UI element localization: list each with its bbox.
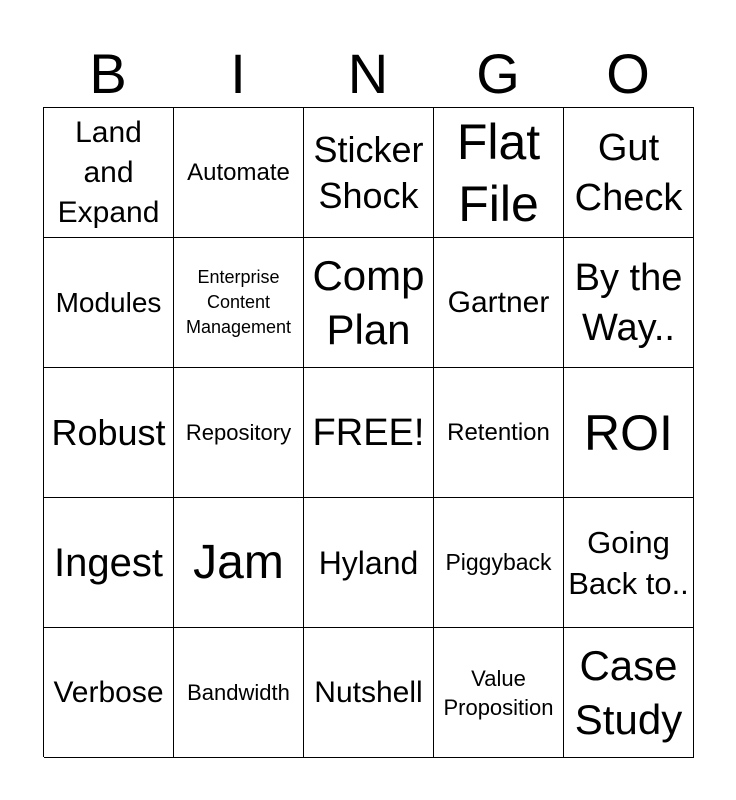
header-letter-b: B [89,42,127,105]
bingo-cell-r3c4[interactable]: Retention [434,368,564,498]
header-letter-g: G [476,42,520,105]
bingo-cell-r3c5[interactable]: ROI [564,368,694,498]
bingo-cell-r1c5[interactable]: Gut Check [564,108,694,238]
bingo-cell-r5c1[interactable]: Verbose [44,628,174,758]
bingo-cell-r4c5[interactable]: Going Back to.. [564,498,694,628]
bingo-cell-r1c2[interactable]: Automate [174,108,304,238]
bingo-board [43,107,694,757]
bingo-cell-r2c4[interactable]: Gartner [434,238,564,368]
bingo-header [43,40,693,108]
bingo-cell-r1c3[interactable]: Sticker Shock [304,108,434,238]
bingo-cell-r2c1[interactable]: Modules [44,238,174,368]
bingo-cell-r4c1[interactable]: Ingest [44,498,174,628]
bingo-cell-r3c2[interactable]: Repository [174,368,304,498]
bingo-cell-r1c1[interactable]: Land and Expand [44,108,174,238]
bingo-cell-r2c3[interactable]: Comp Plan [304,238,434,368]
bingo-cell-r5c2[interactable]: Bandwidth [174,628,304,758]
bingo-cell-r5c3[interactable]: Nutshell [304,628,434,758]
bingo-cell-r3c1[interactable]: Robust [44,368,174,498]
bingo-cell-r5c4[interactable]: Value Proposition [434,628,564,758]
bingo-cell-r3c3[interactable]: FREE! [304,368,434,498]
bingo-cell-r2c5[interactable]: By the Way.. [564,238,694,368]
bingo-cell-r4c3[interactable]: Hyland [304,498,434,628]
bingo-cell-r4c2[interactable]: Jam [174,498,304,628]
header-letter-n: N [347,42,389,105]
bingo-cell-r4c4[interactable]: Piggyback [434,498,564,628]
header-letter-i: I [230,42,246,105]
bingo-cell-r2c2[interactable]: Enterprise Content Management [174,238,304,368]
header-letter-o: O [606,42,650,105]
bingo-cell-r5c5[interactable]: Case Study [564,628,694,758]
bingo-cell-r1c4[interactable]: Flat File [434,108,564,238]
